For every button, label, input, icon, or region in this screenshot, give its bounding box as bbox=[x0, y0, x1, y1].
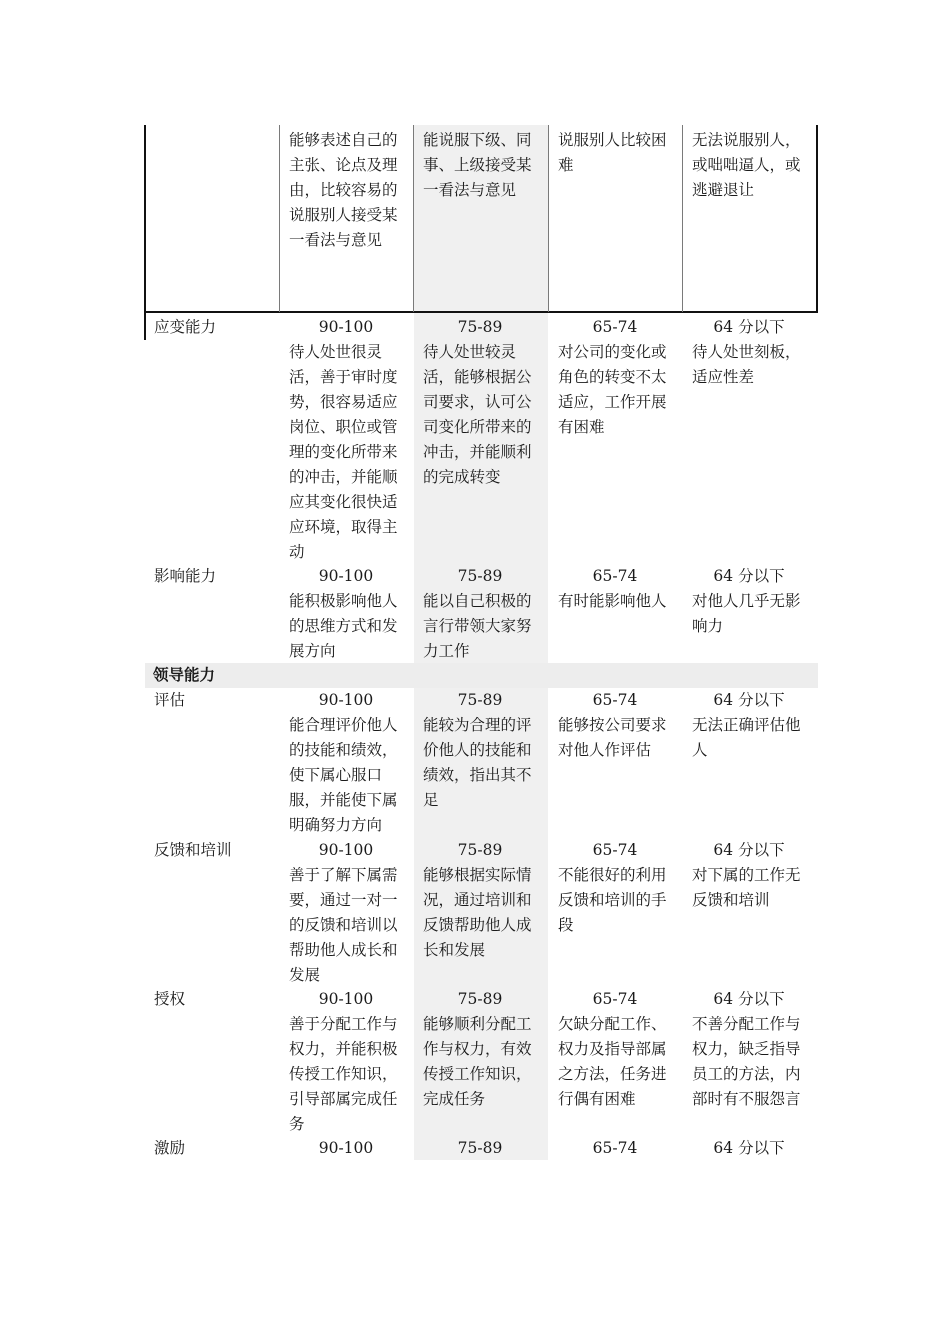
score-cell: 75-89 bbox=[457, 691, 503, 709]
score-cell: 90-100 bbox=[318, 841, 374, 859]
column-divider-2 bbox=[413, 125, 414, 312]
criteria-text: 能以自己积极的 言行带领大家努 力工作 bbox=[423, 592, 532, 660]
score-cell: 65-74 bbox=[592, 318, 638, 336]
score-cell: 90-100 bbox=[318, 318, 374, 336]
score-cell: 65-74 bbox=[592, 1139, 638, 1157]
score-cell: 75-89 bbox=[457, 318, 503, 336]
score-cell: 75-89 bbox=[457, 990, 503, 1008]
criteria-text: 善于分配工作与 权力，并能积极 传授工作知识， 引导部属完成任 务 bbox=[289, 1015, 398, 1133]
table-bottom-border bbox=[144, 311, 818, 313]
row-label: 反馈和培训 bbox=[154, 841, 232, 859]
score-cell: 64 分以下 bbox=[713, 318, 785, 336]
criteria-text: 不善分配工作与 权力，缺乏指导 员工的方法，内 部时有不服怨言 bbox=[692, 1015, 801, 1108]
criteria-text: 待人处世很灵 活，善于审时度 势，很容易适应 岗位、职位或管 理的变化所带来 的冲击，并能顺 应其变化很快适 应环境，取得主 动 bbox=[289, 343, 398, 561]
score-cell: 65-74 bbox=[592, 567, 638, 585]
criteria-text: 无法正确评估他 人 bbox=[692, 716, 801, 759]
criteria-text: 不能很好的利用 反馈和培训的手 段 bbox=[558, 866, 667, 934]
top-row-col4: 无法说服别人， 或咄咄逼人，或 逃避退让 bbox=[692, 131, 801, 199]
table-right-border bbox=[816, 125, 818, 313]
criteria-text: 能够顺利分配工 作与权力，有效 传授工作知识， 完成任务 bbox=[423, 1015, 532, 1108]
criteria-text: 待人处世较灵 活，能够根据公 司要求，认可公 司变化所带来的 冲击，并能顺利 的完成转变 bbox=[423, 343, 532, 486]
criteria-text: 能合理评价他人 的技能和绩效， 使下属心服口 服，并能使下属 明确努力方向 bbox=[289, 716, 398, 834]
row-label: 影响能力 bbox=[154, 567, 217, 585]
top-row-col3: 说服别人比较困 难 bbox=[558, 131, 667, 174]
row-label: 激励 bbox=[154, 1139, 186, 1157]
score-cell: 64 分以下 bbox=[713, 1139, 785, 1157]
criteria-text: 对他人几乎无影 响力 bbox=[692, 592, 801, 635]
criteria-text: 能积极影响他人 的思维方式和发 展方向 bbox=[289, 592, 398, 660]
score-cell: 90-100 bbox=[318, 990, 374, 1008]
score-cell: 65-74 bbox=[592, 841, 638, 859]
score-cell: 75-89 bbox=[457, 567, 503, 585]
criteria-text: 能够根据实际情 况，通过培训和 反馈帮助他人成 长和发展 bbox=[423, 866, 532, 959]
top-row-col1: 能够表述自己的 主张、论点及理 由，比较容易的 说服别人接受某 一看法与意见 bbox=[289, 131, 398, 249]
score-cell: 65-74 bbox=[592, 691, 638, 709]
criteria-text: 能较为合理的评 价他人的技能和 绩效，指出其不 足 bbox=[423, 716, 532, 809]
score-cell: 90-100 bbox=[318, 691, 374, 709]
score-cell: 90-100 bbox=[318, 567, 374, 585]
criteria-text: 对公司的变化或 角色的转变不太 适应，工作开展 有困难 bbox=[558, 343, 667, 436]
criteria-text: 有时能影响他人 bbox=[558, 592, 667, 610]
score-cell: 64 分以下 bbox=[713, 990, 785, 1008]
score-cell: 75-89 bbox=[457, 1139, 503, 1157]
criteria-text: 能够按公司要求 对他人作评估 bbox=[558, 716, 667, 759]
column-divider-3 bbox=[548, 125, 549, 312]
row-label: 评估 bbox=[154, 691, 186, 709]
top-row-col2: 能说服下级、同 事、上级接受某 一看法与意见 bbox=[423, 131, 532, 199]
score-cell: 64 分以下 bbox=[713, 841, 785, 859]
row-label: 授权 bbox=[154, 990, 186, 1008]
score-cell: 75-89 bbox=[457, 841, 503, 859]
score-cell: 64 分以下 bbox=[713, 567, 785, 585]
criteria-text: 欠缺分配工作、 权力及指导部属 之方法，任务进 行偶有困难 bbox=[558, 1015, 667, 1108]
table-left-border bbox=[144, 125, 146, 340]
criteria-text: 善于了解下属需 要，通过一对一 的反馈和培训以 帮助他人成长和 发展 bbox=[289, 866, 398, 984]
score-cell: 64 分以下 bbox=[713, 691, 785, 709]
criteria-text: 对下属的工作无 反馈和培训 bbox=[692, 866, 801, 909]
score-cell: 90-100 bbox=[318, 1139, 374, 1157]
column-divider-4 bbox=[682, 125, 683, 312]
section-header-leadership: 领导能力 bbox=[145, 663, 818, 688]
criteria-text: 待人处世刻板， 适应性差 bbox=[692, 343, 801, 386]
column-divider-1 bbox=[279, 125, 280, 312]
row-label: 应变能力 bbox=[154, 318, 217, 336]
score-cell: 65-74 bbox=[592, 990, 638, 1008]
